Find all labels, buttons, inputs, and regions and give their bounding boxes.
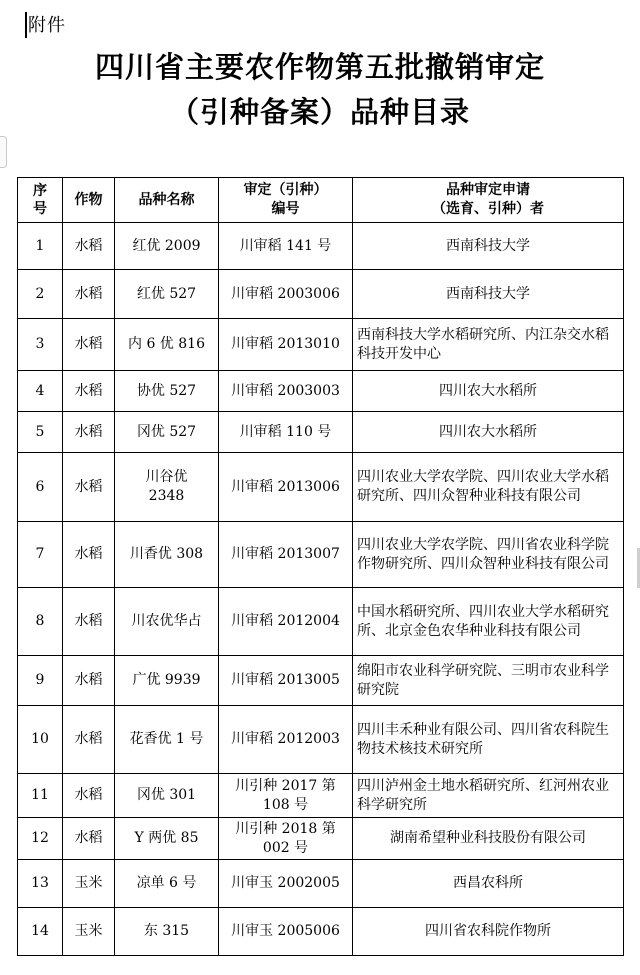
cell-no: 10 — [18, 706, 63, 774]
cell-variety: 广优 9939 — [115, 656, 219, 706]
page-title-line1: 四川省主要农作物第五批撤销审定 — [94, 50, 545, 84]
cell-code: 川审玉 2005006 — [219, 908, 353, 956]
cell-code: 川审稻 141 号 — [219, 223, 353, 270]
header-applicant — [353, 178, 624, 223]
cell-no: 7 — [18, 522, 63, 588]
cell-applicant: 四川农大水稻所 — [353, 412, 624, 453]
cell-no: 11 — [18, 774, 63, 818]
cell-crop: 水稻 — [63, 453, 115, 522]
cell-variety: 东 315 — [115, 908, 219, 956]
cell-crop: 水稻 — [63, 588, 115, 656]
cell-variety: 红优 2009 — [115, 223, 219, 270]
cell-variety: 凉单 6 号 — [115, 860, 219, 908]
cell-no: 2 — [18, 270, 63, 319]
cell-code: 川引种 2018 第 002 号 — [219, 818, 353, 860]
header-row — [18, 178, 624, 223]
cell-no: 14 — [18, 908, 63, 956]
cell-no: 3 — [18, 319, 63, 371]
cell-code: 川审稻 110 号 — [219, 412, 353, 453]
cell-crop: 水稻 — [63, 412, 115, 453]
table-row — [18, 860, 624, 908]
cell-code: 川审玉 2002005 — [219, 860, 353, 908]
cell-code: 川审稻 2013010 — [219, 319, 353, 371]
cell-crop: 水稻 — [63, 223, 115, 270]
cell-applicant: 四川农业大学农学院、四川农业大学水稻研究所、四川众智种业科技有限公司 — [353, 453, 624, 522]
cell-crop: 水稻 — [63, 522, 115, 588]
cell-code: 川审稻 2003003 — [219, 371, 353, 412]
cell-crop: 水稻 — [63, 706, 115, 774]
header-code — [219, 178, 353, 223]
header-applicant-line2: （选育、引种）者 — [432, 201, 544, 217]
cell-crop: 水稻 — [63, 774, 115, 818]
cell-code: 川审稻 2013006 — [219, 453, 353, 522]
cell-applicant: 西南科技大学 — [353, 270, 624, 319]
side-panel-handle[interactable] — [0, 136, 7, 168]
table-row — [18, 774, 624, 818]
cell-applicant: 中国水稻研究所、四川农业大学水稻研究所、北京金色农华种业科技有限公司 — [353, 588, 624, 656]
cell-variety: 川香优 308 — [115, 522, 219, 588]
cell-applicant: 四川泸州金土地水稻研究所、红河州农业科学研究所 — [353, 774, 624, 818]
header-code-line2: 编号 — [271, 201, 300, 217]
cell-crop: 水稻 — [63, 270, 115, 319]
variety-table — [17, 177, 624, 956]
cell-code: 川审稻 2012003 — [219, 706, 353, 774]
attachment-label: 附件 — [28, 15, 66, 36]
cell-no: 12 — [18, 818, 63, 860]
cell-variety: 内 6 优 816 — [115, 319, 219, 371]
cell-crop: 水稻 — [63, 371, 115, 412]
cell-code: 川审稻 2013007 — [219, 522, 353, 588]
cell-code: 川引种 2017 第 108 号 — [219, 774, 353, 818]
cell-applicant: 绵阳市农业科学研究院、三明市农业科学研究院 — [353, 656, 624, 706]
cell-no: 9 — [18, 656, 63, 706]
cell-variety: 冈优 301 — [115, 774, 219, 818]
cell-applicant: 四川农业大学农学院、四川省农业科学院作物研究所、四川众智种业科技有限公司 — [353, 522, 624, 588]
cell-no: 6 — [18, 453, 63, 522]
cell-code: 川审稻 2003006 — [219, 270, 353, 319]
table-row — [18, 319, 624, 371]
cell-applicant: 西南科技大学 — [353, 223, 624, 270]
cell-crop: 玉米 — [63, 860, 115, 908]
page-title-line2: （引种备案）品种目录 — [169, 95, 470, 129]
cell-no: 4 — [18, 371, 63, 412]
cell-no: 8 — [18, 588, 63, 656]
cell-crop: 玉米 — [63, 908, 115, 956]
cell-applicant: 四川省农科院作物所 — [353, 908, 624, 956]
table-row — [18, 818, 624, 860]
cell-no: 13 — [18, 860, 63, 908]
cell-variety: 冈优 527 — [115, 412, 219, 453]
cell-code: 川审稻 2013005 — [219, 656, 353, 706]
cell-applicant: 四川丰禾种业有限公司、四川省农科院生物技术核技术研究所 — [353, 706, 624, 774]
header-crop: 作物 — [63, 178, 115, 223]
table-row — [18, 371, 624, 412]
cell-crop: 水稻 — [63, 319, 115, 371]
cell-applicant: 四川农大水稻所 — [353, 371, 624, 412]
table-row — [18, 270, 624, 319]
text-cursor — [25, 12, 27, 38]
table-row — [18, 656, 624, 706]
cell-applicant: 西昌农科所 — [353, 860, 624, 908]
cell-variety: Y 两优 85 — [115, 818, 219, 860]
cell-no: 1 — [18, 223, 63, 270]
cell-applicant: 西南科技大学水稻研究所、内江杂交水稻科技开发中心 — [353, 319, 624, 371]
cell-variety: 花香优 1 号 — [115, 706, 219, 774]
header-variety: 品种名称 — [115, 178, 219, 223]
cell-crop: 水稻 — [63, 656, 115, 706]
cell-variety: 川谷优 2348 — [115, 453, 219, 522]
header-applicant-line1: 品种审定申请 — [446, 182, 530, 198]
cell-variety: 协优 527 — [115, 371, 219, 412]
header-code-line1: 审定（引种） — [243, 182, 328, 198]
cell-no: 5 — [18, 412, 63, 453]
table-row — [18, 588, 624, 656]
cell-code: 川审稻 2012004 — [219, 588, 353, 656]
cell-variety: 川农优华占 — [115, 588, 219, 656]
cell-applicant: 湖南希望种业科技股份有限公司 — [353, 818, 624, 860]
table-row — [18, 223, 624, 270]
table-row — [18, 522, 624, 588]
table-row — [18, 908, 624, 956]
table-row — [18, 412, 624, 453]
table-row — [18, 453, 624, 522]
cell-crop: 水稻 — [63, 818, 115, 860]
cell-variety: 红优 527 — [115, 270, 219, 319]
table-row — [18, 706, 624, 774]
header-seq: 序号 — [18, 178, 63, 223]
